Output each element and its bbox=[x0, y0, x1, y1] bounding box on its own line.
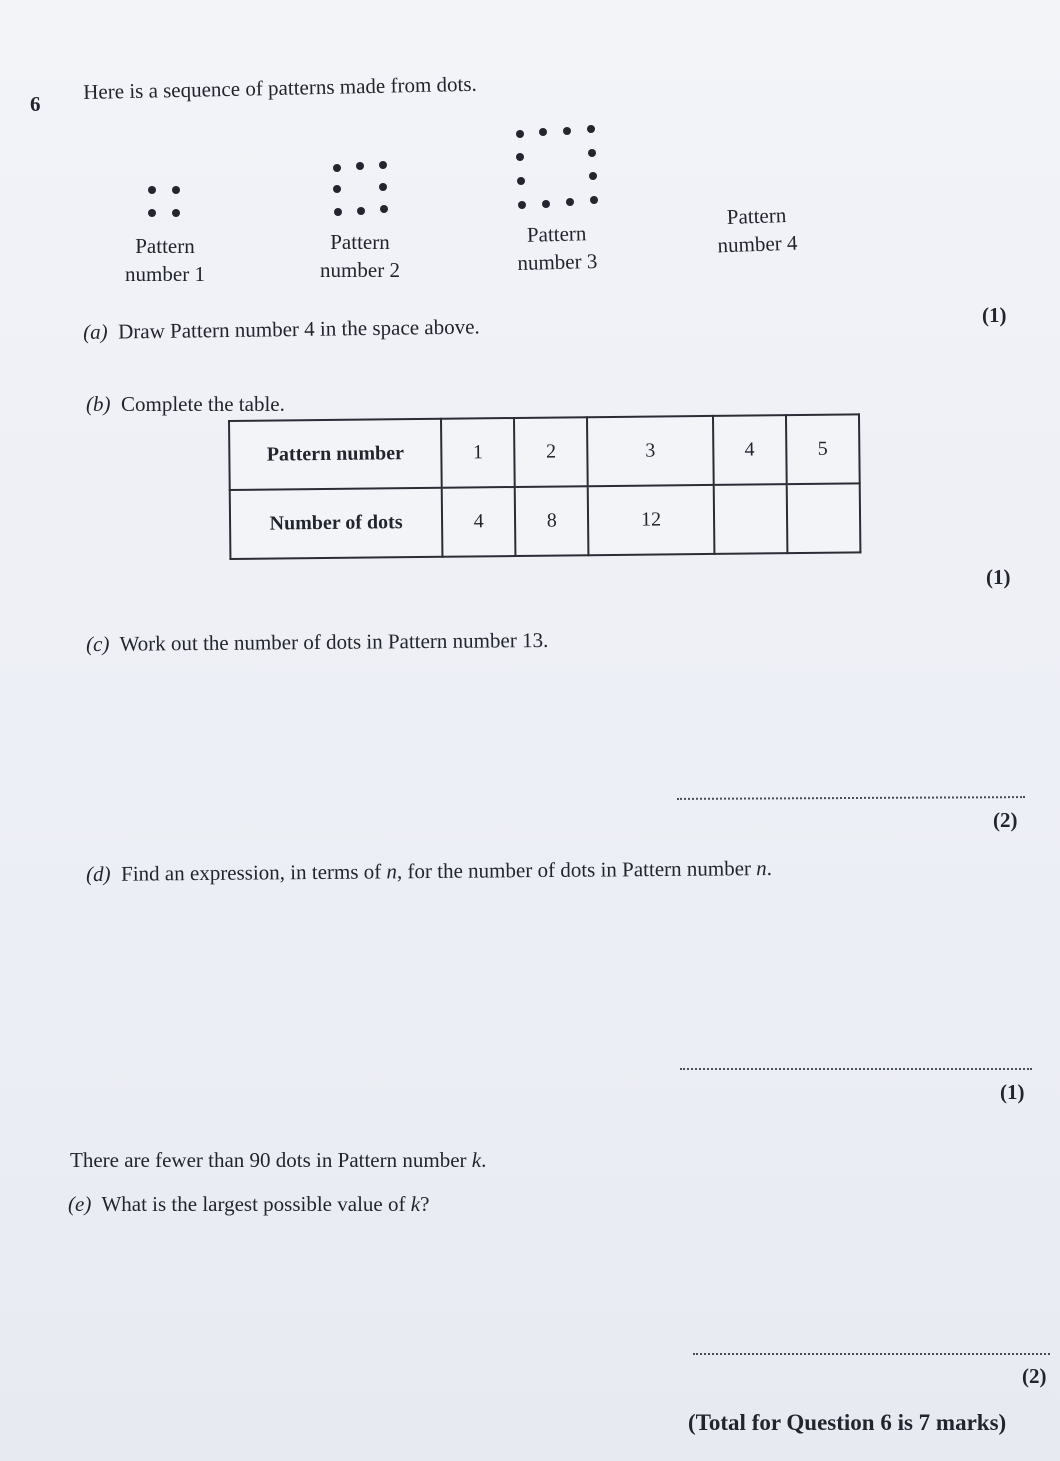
part-b-text: Complete the table. bbox=[121, 392, 285, 416]
part-c-letter: (c) bbox=[86, 631, 110, 656]
part-e-text: What is the largest possible value of bbox=[101, 1192, 411, 1216]
part-e-intro-variable: k bbox=[471, 1148, 482, 1172]
part-e-variable: k bbox=[410, 1192, 421, 1216]
table-row-pattern-number bbox=[229, 414, 860, 490]
table-cell: 12 bbox=[588, 485, 714, 555]
pattern-table bbox=[228, 413, 861, 560]
pattern-2-label bbox=[305, 228, 415, 284]
part-d bbox=[86, 856, 772, 887]
part-e-marks: (2) bbox=[1022, 1364, 1047, 1388]
part-b bbox=[86, 392, 285, 417]
part-d-variable: n bbox=[386, 859, 398, 884]
part-d-answer-line[interactable] bbox=[680, 1068, 1032, 1070]
table-cell: 8 bbox=[515, 486, 589, 556]
part-e bbox=[68, 1192, 429, 1217]
table-cell: 1 bbox=[441, 418, 515, 488]
part-e-answer-line[interactable] bbox=[693, 1353, 1050, 1355]
table-cell: 4 bbox=[713, 415, 787, 485]
part-e-intro-text: There are fewer than 90 dots in Pattern number bbox=[70, 1148, 472, 1172]
part-a-text: Draw Pattern number 4 in the space above. bbox=[117, 314, 480, 344]
answer-cell-pattern-5[interactable] bbox=[787, 483, 861, 553]
part-d-text-after: , for the number of dots in Pattern number bbox=[396, 856, 757, 884]
part-e-intro-end: . bbox=[481, 1148, 487, 1172]
part-c-text: Work out the number of dots in Pattern number 13. bbox=[119, 627, 549, 656]
pattern-1-label bbox=[110, 232, 220, 288]
table-cell: 5 bbox=[786, 414, 860, 484]
table-row-number-of-dots bbox=[230, 483, 861, 559]
part-c bbox=[86, 628, 548, 657]
table-header-pattern-number: Pattern number bbox=[229, 419, 442, 490]
pattern-3-label-line1: Pattern bbox=[526, 221, 587, 247]
part-e-end: ? bbox=[420, 1192, 430, 1216]
pattern-1-label-line2: number 1 bbox=[125, 262, 205, 286]
part-d-letter: (d) bbox=[86, 861, 111, 886]
pattern-2-label-line1: Pattern bbox=[330, 230, 390, 254]
table-cell: 4 bbox=[442, 487, 516, 557]
pattern-4-label-line2: number 4 bbox=[717, 230, 798, 258]
part-d-end: . bbox=[766, 856, 773, 881]
part-b-marks: (1) bbox=[986, 565, 1011, 589]
part-e-intro bbox=[70, 1148, 486, 1173]
part-b-letter: (b) bbox=[86, 392, 111, 416]
table-cell: 3 bbox=[587, 416, 713, 486]
part-d-variable-2: n bbox=[756, 856, 767, 881]
pattern-3-label bbox=[501, 219, 612, 278]
pattern-2-label-line2: number 2 bbox=[320, 258, 400, 282]
part-a bbox=[83, 314, 480, 345]
answer-cell-pattern-4[interactable] bbox=[713, 484, 787, 554]
pattern-4-label bbox=[701, 200, 813, 260]
part-d-marks: (1) bbox=[1000, 1080, 1025, 1104]
part-c-answer-line[interactable] bbox=[677, 796, 1025, 800]
total-marks: (Total for Question 6 is 7 marks) bbox=[688, 1410, 1007, 1435]
part-a-letter: (a) bbox=[83, 319, 108, 344]
part-a-marks: (1) bbox=[982, 303, 1007, 327]
part-d-text-before: Find an expression, in terms of bbox=[120, 859, 387, 886]
question-number: 6 bbox=[30, 92, 41, 116]
pattern-1-label-line1: Pattern bbox=[135, 234, 195, 258]
pattern-4-label-line1: Pattern bbox=[726, 202, 787, 230]
part-c-marks: (2) bbox=[993, 808, 1018, 832]
part-e-letter: (e) bbox=[68, 1192, 92, 1216]
table-cell: 2 bbox=[514, 417, 588, 487]
question-intro: Here is a sequence of patterns made from dots. bbox=[83, 71, 478, 104]
pattern-3-label-line2: number 3 bbox=[517, 248, 598, 276]
table-header-number-of-dots: Number of dots bbox=[230, 488, 443, 559]
